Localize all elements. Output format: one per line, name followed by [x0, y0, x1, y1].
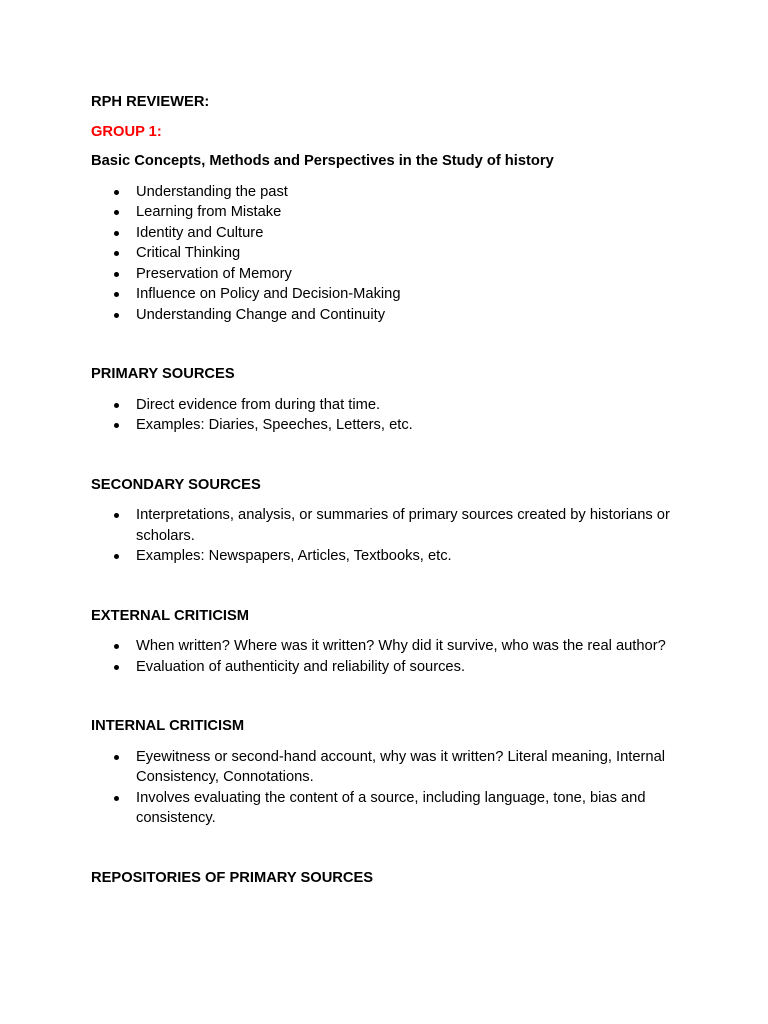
secondary-sources-list — [91, 505, 681, 567]
list-item: Interpretations, analysis, or summaries of primary sources created by historians or scholars. — [91, 505, 681, 546]
list-item: Direct evidence from during that time. — [91, 395, 681, 416]
list-item: Critical Thinking — [91, 243, 681, 264]
list-item: Understanding the past — [91, 182, 681, 203]
list-item: Learning from Mistake — [91, 202, 681, 223]
list-item: Examples: Newspapers, Articles, Textbooks, etc. — [91, 546, 681, 567]
internal-criticism-list — [91, 747, 681, 829]
list-item: Preservation of Memory — [91, 264, 681, 285]
list-item: Influence on Policy and Decision-Making — [91, 284, 681, 305]
list-item: Examples: Diaries, Speeches, Letters, etc. — [91, 415, 681, 436]
topic-subtitle: Basic Concepts, Methods and Perspectives in the Study of history — [91, 153, 554, 169]
section-heading-internal-criticism: INTERNAL CRITICISM — [91, 718, 245, 734]
list-item: Involves evaluating the content of a source, including language, tone, bias and consistency. — [91, 788, 681, 829]
list-item: When written? Where was it written? Why did it survive, who was the real author? — [91, 636, 681, 657]
list-item: Evaluation of authenticity and reliability of sources. — [91, 657, 681, 678]
group-heading: GROUP 1: — [91, 123, 162, 140]
section-heading-secondary-sources: SECONDARY SOURCES — [91, 476, 261, 493]
list-item: Understanding Change and Continuity — [91, 305, 681, 326]
section-heading-repositories: REPOSITORIES OF PRIMARY SOURCES — [91, 869, 374, 886]
section-heading-external-criticism: EXTERNAL CRITICISM — [91, 607, 250, 624]
list-item: Eyewitness or second-hand account, why was it written? Literal meaning, Internal Consistency, Connotations. — [91, 747, 681, 788]
document-title: RPH REVIEWER: — [91, 94, 210, 110]
external-criticism-list — [91, 636, 681, 677]
list-item: Identity and Culture — [91, 223, 681, 244]
primary-sources-list — [91, 395, 681, 436]
document-content — [91, 92, 681, 888]
intro-bullet-list — [91, 182, 681, 326]
section-heading-primary-sources: PRIMARY SOURCES — [91, 366, 235, 382]
